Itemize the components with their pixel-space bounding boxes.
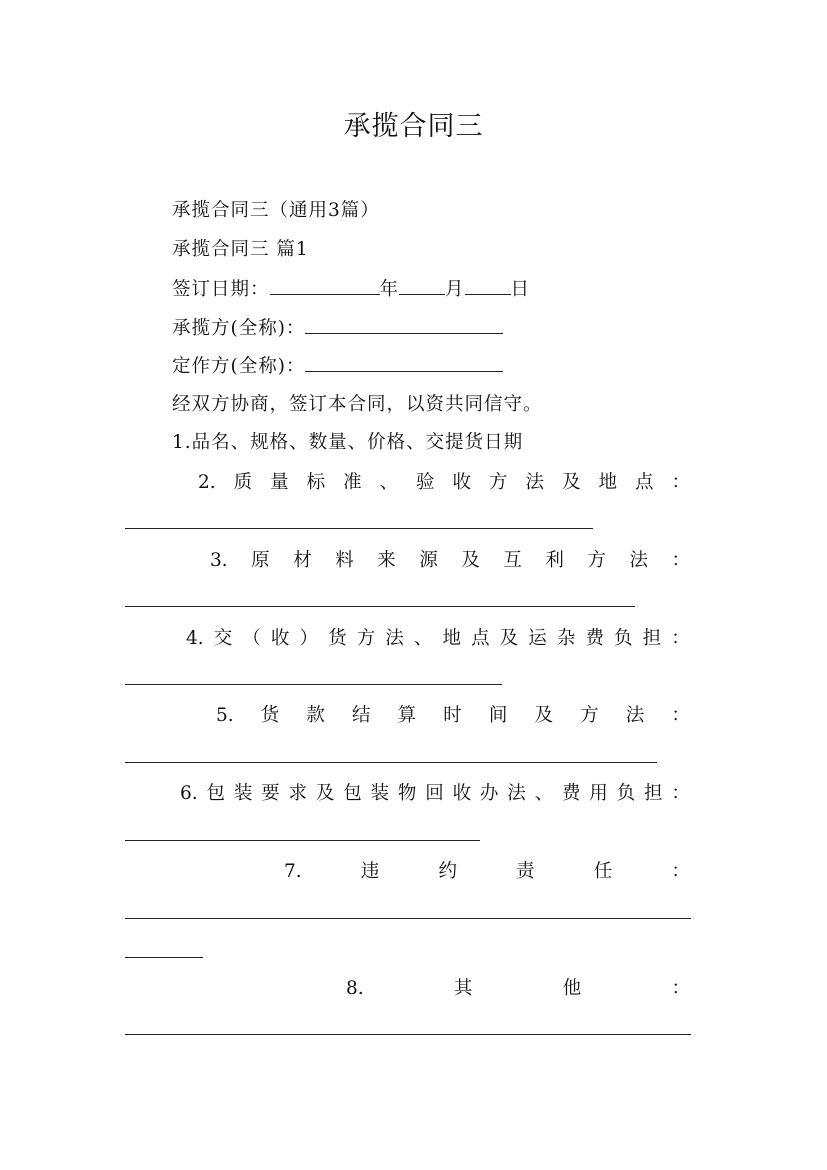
clause-3-char: 材 — [293, 550, 312, 571]
clause-6-char: 包 — [206, 783, 225, 804]
clause-6-char: 用 — [589, 783, 608, 804]
clause-2-char: 及 — [561, 472, 581, 493]
clause-6-char: 求 — [288, 783, 308, 804]
clause-3-char: 原 — [251, 550, 270, 571]
clause-7-char: 责 — [516, 861, 535, 882]
clause-6 — [180, 782, 690, 806]
orderer-label: 定作方(全称)： — [172, 356, 306, 377]
clause-2-char: 、 — [379, 472, 399, 493]
clause-3-char: 及 — [461, 550, 480, 571]
sign-date-day-blank[interactable] — [465, 277, 511, 295]
clause-7-char: 违 — [360, 861, 380, 882]
sign-date-month-blank[interactable] — [399, 277, 445, 295]
clause-3-char: 法 — [629, 550, 648, 571]
clause-5-char: 法 — [625, 705, 645, 726]
contractor-name-blank[interactable] — [305, 316, 503, 334]
contractor-label: 承揽方(全称)： — [172, 318, 306, 339]
clause-4-char: 交 — [213, 628, 233, 649]
clause-5-char: ： — [671, 705, 690, 726]
clause-2-char: 量 — [270, 472, 289, 493]
clause-3-blank[interactable] — [125, 606, 635, 607]
clause-8-char: ： — [671, 978, 690, 999]
clause-2-char: 方 — [489, 472, 508, 493]
section-heading: 承揽合同三 篇1 — [172, 239, 309, 260]
document-title: 承揽合同三 — [343, 111, 484, 142]
clause-6-char: ： — [671, 783, 690, 804]
clause-4-char: 费 — [585, 628, 604, 649]
clause-8 — [346, 977, 690, 1001]
clause-4-char: 点 — [471, 628, 490, 649]
clause-6-char: 要 — [261, 783, 280, 804]
clause-4-char: ： — [671, 628, 690, 649]
clause-4-char: 收 — [270, 628, 290, 649]
clause-4-char: 、 — [413, 628, 433, 649]
clause-6-char: 及 — [315, 783, 335, 804]
clause-2-char: 地 — [598, 472, 617, 493]
document-subtitle: 承揽合同三（通用3篇） — [172, 200, 380, 221]
clause-3-char: 方 — [587, 550, 606, 571]
clause-8-blank[interactable] — [125, 1034, 691, 1035]
clause-5-blank[interactable] — [125, 762, 657, 763]
clause-7-char: 约 — [438, 861, 457, 882]
clause-6-char: 6. — [180, 783, 198, 804]
clause-5-char: 方 — [580, 705, 599, 726]
orderer-line — [172, 354, 503, 379]
sign-date-year-blank[interactable] — [270, 277, 380, 295]
clause-5-char: 及 — [534, 705, 554, 726]
clause-2-char: ： — [671, 472, 690, 493]
clause-4-blank[interactable] — [125, 684, 502, 685]
contractor-line — [172, 316, 503, 341]
clause-2-char: 验 — [416, 472, 435, 493]
clause-3-char: 3. — [210, 550, 228, 571]
intro-paragraph: 经双方协商，签订本合同，以资共同信守。 — [172, 394, 543, 415]
clause-7 — [284, 860, 690, 884]
clause-4-char: 货 — [328, 628, 347, 649]
clause-2-char: 2. — [198, 472, 216, 493]
clause-6-char: 装 — [370, 783, 390, 804]
clause-4-char: ） — [299, 628, 319, 649]
clause-6-char: 办 — [479, 783, 499, 804]
sign-date-line — [172, 277, 530, 302]
clause-5-char: 货 — [260, 705, 280, 726]
clause-2-char: 点 — [634, 472, 654, 493]
clause-4-char: 方 — [356, 628, 376, 649]
clause-7-char: 任 — [593, 861, 613, 882]
clause-6-char: 法 — [507, 783, 526, 804]
clause-5-char: 算 — [397, 705, 417, 726]
clause-6-char: 收 — [452, 783, 472, 804]
clause-2-char: 标 — [306, 472, 326, 493]
clause-6-char: 费 — [561, 783, 581, 804]
clause-4-char: （ — [242, 628, 261, 649]
clause-3-char: 来 — [377, 550, 396, 571]
clause-7-blank-line-1[interactable] — [125, 918, 691, 919]
clause-5-char: 间 — [488, 705, 508, 726]
clause-4-char: 杂 — [556, 628, 576, 649]
clause-2-char: 收 — [452, 472, 472, 493]
clause-2-char: 质 — [233, 472, 253, 493]
clause-4-char: 4. — [186, 628, 204, 649]
clause-3-char: 互 — [503, 550, 522, 571]
clause-5-char: 时 — [443, 705, 462, 726]
clause-6-char: 、 — [534, 783, 554, 804]
clause-7-char: 7. — [284, 861, 302, 882]
clause-5-char: 款 — [306, 705, 325, 726]
clause-4 — [186, 627, 690, 651]
clause-5 — [216, 704, 690, 728]
clause-8-char: 他 — [562, 978, 582, 999]
clause-6-char: 装 — [233, 783, 253, 804]
clause-4-char: 运 — [528, 628, 547, 649]
clause-3-char: ： — [671, 550, 690, 571]
clause-2-char: 准 — [343, 472, 362, 493]
clause-5-char: 结 — [352, 705, 371, 726]
clause-8-char: 其 — [453, 978, 473, 999]
clause-1: 1.品名、规格、数量、价格、交提货日期 — [172, 432, 524, 453]
clause-6-char: 担 — [643, 783, 663, 804]
clause-2-blank[interactable] — [125, 528, 593, 529]
clause-4-char: 法 — [385, 628, 404, 649]
clause-3-char: 料 — [335, 550, 354, 571]
day-label: 日 — [510, 279, 531, 300]
clause-4-char: 及 — [499, 628, 519, 649]
clause-6-char: 回 — [425, 783, 444, 804]
clause-5-char: 5. — [216, 705, 234, 726]
clause-4-char: 担 — [642, 628, 662, 649]
clause-3-char: 源 — [419, 550, 438, 571]
clause-6-char: 物 — [397, 783, 417, 804]
clause-6-char: 包 — [343, 783, 362, 804]
clause-6-char: 负 — [616, 783, 636, 804]
clause-3 — [210, 549, 690, 573]
clause-4-char: 负 — [614, 628, 633, 649]
clause-8-char: 8. — [346, 978, 364, 999]
clause-7-blank-line-2[interactable] — [125, 957, 203, 958]
clause-7-char: ： — [671, 861, 690, 882]
clause-2 — [198, 471, 690, 495]
clause-3-char: 利 — [545, 550, 564, 571]
sign-date-label: 签订日期： — [172, 279, 270, 300]
clause-6-blank[interactable] — [125, 840, 480, 841]
clause-4-char: 地 — [442, 628, 461, 649]
year-label: 年 — [379, 279, 400, 300]
orderer-name-blank[interactable] — [305, 354, 503, 372]
clause-2-char: 法 — [525, 472, 545, 493]
month-label: 月 — [445, 279, 465, 300]
